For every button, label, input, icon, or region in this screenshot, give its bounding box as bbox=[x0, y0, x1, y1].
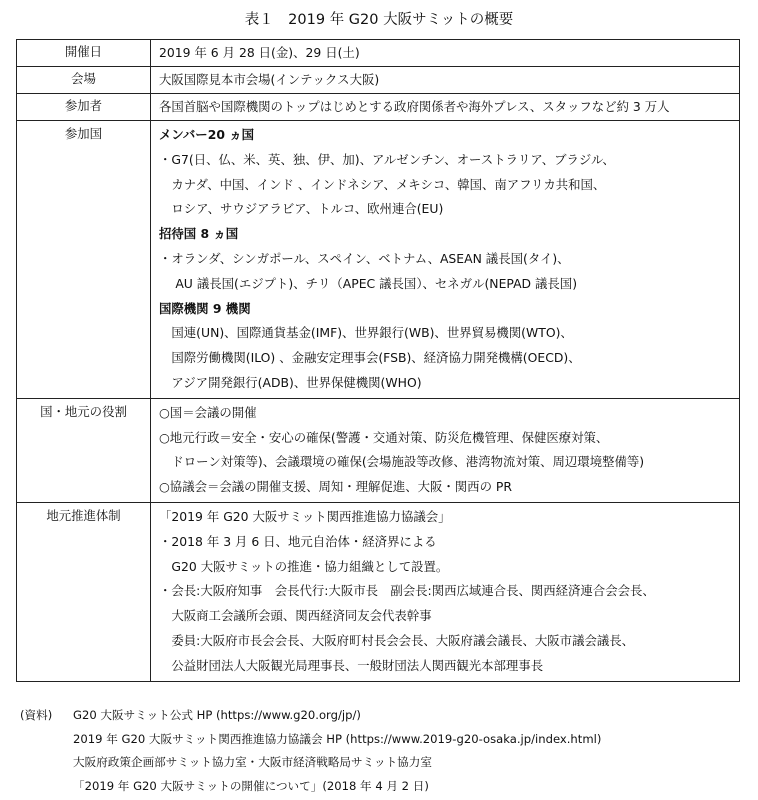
table-row bbox=[17, 40, 740, 67]
source-line bbox=[20, 775, 601, 799]
row-label: 参加者 bbox=[17, 94, 151, 121]
content-line: ロシア、サウジアラビア、トルコ、欧州連合(EU) bbox=[159, 201, 444, 217]
row-label: 参加国 bbox=[17, 121, 151, 399]
source-text: 「2019 年 G20 大阪サミットの開催について」(2018 年 4 月 2 日) bbox=[73, 778, 429, 793]
row-content bbox=[151, 121, 740, 399]
section-heading: 国際機関 9 機関 bbox=[159, 300, 251, 316]
table-caption: 表１ 2019 年 G20 大阪サミットの概要 bbox=[244, 12, 514, 28]
content-line: 各国首脳や国際機関のトップはじめとする政府関係者や海外プレス、スタッフなど約 3 万人 bbox=[159, 99, 670, 114]
row-content bbox=[151, 398, 740, 502]
content-line: ○国＝会議の開催 bbox=[159, 404, 257, 420]
content-line: アジア開発銀行(ADB)、世界保健機関(WHO) bbox=[159, 374, 422, 390]
row-label: 開催日 bbox=[17, 40, 151, 67]
content-line: ○地元行政＝安全・安心の確保(警護・交通対策、防災危機管理、保健医療対策、 bbox=[159, 429, 609, 445]
section-heading: 招待国 8 ヵ国 bbox=[159, 226, 239, 242]
row-content bbox=[151, 67, 740, 94]
row-label: 国・地元の役割 bbox=[17, 398, 151, 502]
table-row bbox=[17, 121, 740, 399]
content-line: 「2019 年 G20 大阪サミット関西推進協力協議会」 bbox=[159, 508, 451, 524]
source-text: 大阪府政策企画部サミット協力室・大阪市経済戦略局サミット協力室 bbox=[73, 755, 432, 769]
sources-section bbox=[20, 704, 601, 798]
table-row bbox=[17, 94, 740, 121]
row-content bbox=[151, 94, 740, 121]
source-line bbox=[20, 704, 601, 728]
table-row bbox=[17, 67, 740, 94]
source-line bbox=[20, 751, 601, 775]
section-heading: メンバー20 ヵ国 bbox=[159, 127, 255, 142]
content-line: ・オランダ、シンガポール、スペイン、ベトナム、ASEAN 議長国(タイ)、 bbox=[159, 250, 570, 266]
row-content bbox=[151, 502, 740, 681]
source-line bbox=[20, 728, 601, 752]
content-line: 国連(UN)、国際通貨基金(IMF)、世界銀行(WB)、世界貿易機関(WTO)、 bbox=[159, 325, 573, 341]
content-line: ・G7(日、仏、米、英、独、伊、加)、アルゼンチン、オーストラリア、ブラジル、 bbox=[159, 151, 615, 167]
content-line: ・2018 年 3 月 6 日、地元自治体・経済界による bbox=[159, 533, 437, 549]
content-line: AU 議長国(エジプト)、チリ（APEC 議長国）、セネガル(NEPAD 議長国) bbox=[159, 275, 578, 291]
content-line: 国際労働機関(ILO) 、金融安定理事会(FSB)、経済協力開発機構(OECD)、 bbox=[159, 350, 581, 366]
row-content bbox=[151, 40, 740, 67]
table-row bbox=[17, 398, 740, 502]
content-line: ドローン対策等)、会議環境の確保(会場施設等改修、港湾物流対策、周辺環境整備等) bbox=[159, 454, 645, 470]
content-line: ・会長:大阪府知事 会長代行:大阪市長 副会長:関西広域連合長、関西経済連合会会長、 bbox=[159, 583, 655, 599]
content-line: 公益財団法人大阪観光局理事長、一般財団法人関西観光本部理事長 bbox=[159, 657, 544, 673]
content-line: 委員:大阪府市長会会長、大阪府町村長会会長、大阪府議会議長、大阪市議会議長、 bbox=[159, 632, 635, 648]
content-line: G20 大阪サミットの推進・協力組織として設置。 bbox=[159, 558, 449, 574]
content-line: 大阪商工会議所会頭、関西経済同友会代表幹事 bbox=[159, 608, 432, 624]
table-row bbox=[17, 502, 740, 681]
content-line: カナダ、中国、インド 、インドネシア、メキシコ、韓国、南アフリカ共和国、 bbox=[159, 176, 606, 192]
summit-summary-table bbox=[16, 39, 740, 682]
content-line: 2019 年 6 月 28 日(金)、29 日(土) bbox=[159, 45, 360, 60]
source-text: G20 大阪サミット公式 HP (https://www.g20.org/jp/) bbox=[73, 708, 361, 722]
source-text: 2019 年 G20 大阪サミット関西推進協力協議会 HP (https://www.2019-g20-osaka.jp/index.html) bbox=[73, 731, 602, 746]
content-line: 大阪国際見本市会場(インテックス大阪) bbox=[159, 72, 380, 87]
sources-label: (資料) bbox=[20, 708, 53, 722]
row-label: 地元推進体制 bbox=[17, 502, 151, 681]
content-line: ○協議会＝会議の開催支援、周知・理解促進、大阪・関西の PR bbox=[159, 479, 512, 495]
row-label: 会場 bbox=[17, 67, 151, 94]
